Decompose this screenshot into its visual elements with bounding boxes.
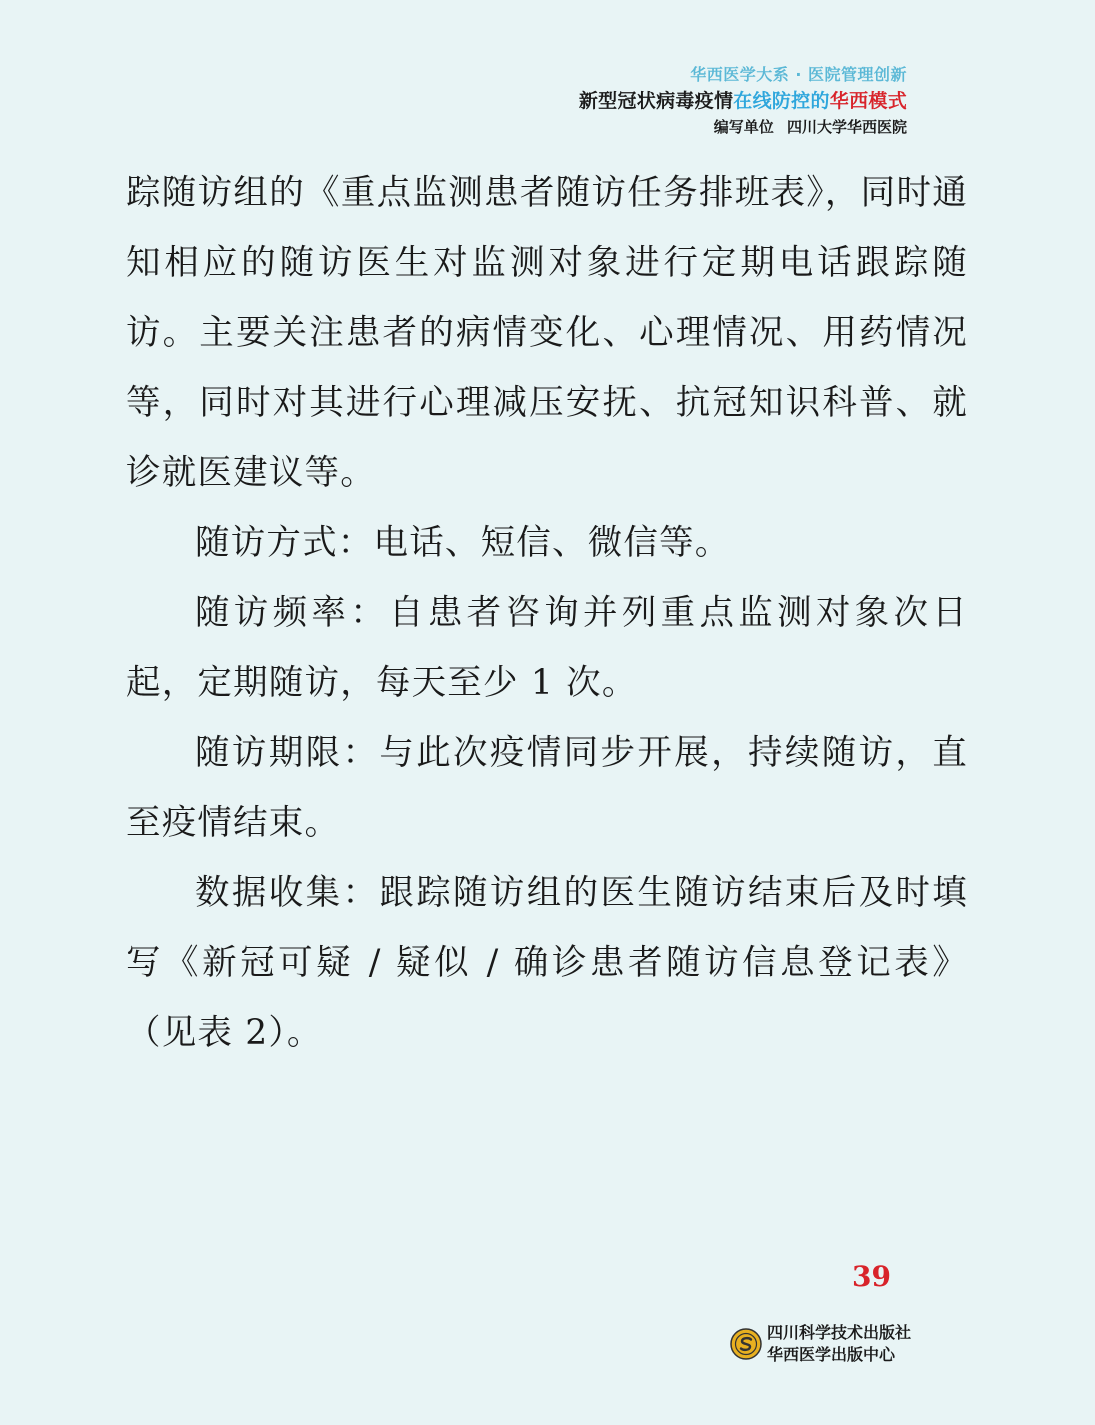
publisher-logo-icon: [730, 1328, 762, 1360]
author-label: 编写单位: [713, 118, 774, 136]
body-text: [126, 158, 968, 1068]
series-title: 华西医学大系 · 医院管理创新: [690, 65, 907, 84]
book-title: [579, 88, 907, 114]
book-title-part-blue: 在线防控的: [733, 90, 830, 112]
paragraph-continuation: 踪随访组的《重点监测患者随访任务排班表》，同时通知相应的随访医生对监测对象进行定期电话跟踪随访。主要关注患者的病情变化、心理情况、用药情况等，同时对其进行心理减压安抚、抗冠知识科普、就诊就医建议等。: [126, 173, 968, 493]
publisher-name-1: 四川科学技术出版社: [767, 1323, 912, 1342]
page-number: 39: [852, 1260, 891, 1293]
book-title-part-black: 新型冠状病毒疫情: [578, 90, 734, 112]
paragraph-followup-method: 随访方式：电话、短信、微信等。: [195, 523, 731, 563]
author-org: 四川大学华西医院: [786, 118, 907, 136]
author-line: [579, 116, 907, 138]
book-title-part-red: 华西模式: [829, 90, 907, 112]
running-header: [579, 64, 907, 138]
paragraph-followup-period: 随访期限：与此次疫情同步开展，持续随访，直至疫情结束。: [126, 733, 968, 843]
paragraph-data-collection: 数据收集：跟踪随访组的医生随访结束后及时填写《新冠可疑 / 疑似 / 确诊患者随访信息登记表》（见表 2）。: [126, 873, 968, 1053]
publisher-block: [730, 1322, 911, 1366]
publisher-names: [767, 1322, 911, 1366]
paragraph-followup-frequency: 随访频率：自患者咨询并列重点监测对象次日起，定期随访，每天至少 1 次。: [126, 593, 968, 703]
publisher-name-2: 华西医学出版中心: [767, 1345, 896, 1364]
